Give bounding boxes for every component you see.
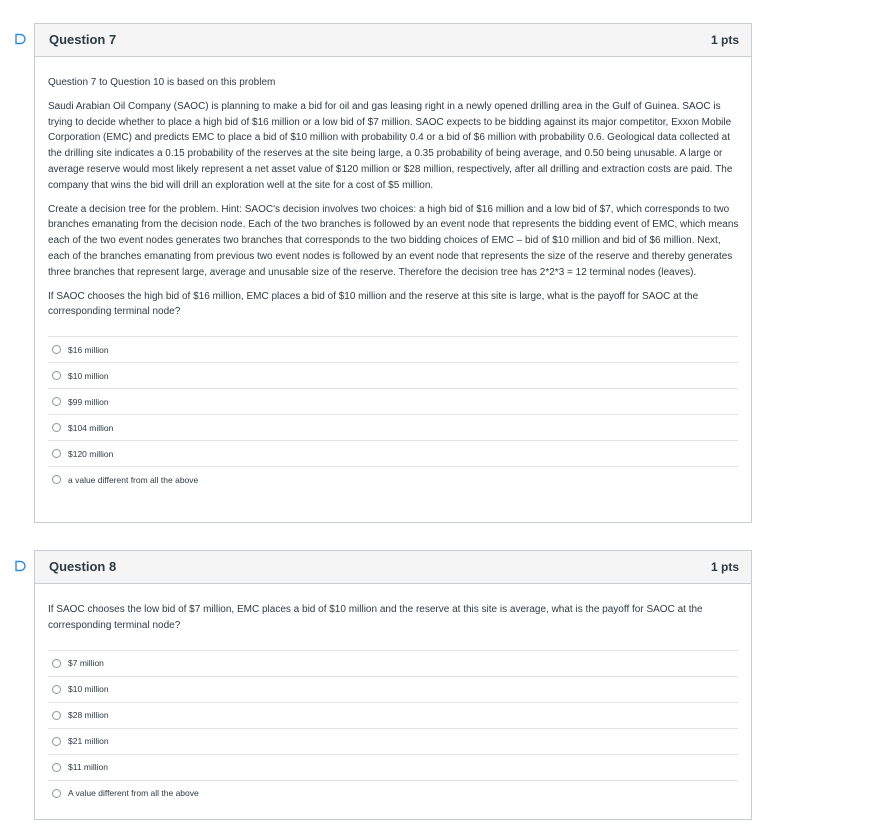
answer-label: $11 million bbox=[68, 762, 109, 773]
answer-label: $7 million bbox=[68, 658, 104, 669]
answer-option[interactable] bbox=[48, 414, 738, 440]
answer-label: $21 million bbox=[68, 736, 109, 747]
radio-button[interactable] bbox=[52, 449, 61, 458]
answer-label: A value different from all the above bbox=[68, 788, 199, 799]
question-title: Question 8 bbox=[49, 559, 117, 574]
answer-option[interactable] bbox=[48, 728, 738, 754]
question-header bbox=[35, 551, 751, 584]
answer-option[interactable] bbox=[48, 362, 738, 388]
radio-button[interactable] bbox=[52, 345, 61, 354]
question-title: Question 7 bbox=[49, 32, 117, 47]
radio-button[interactable] bbox=[52, 397, 61, 406]
radio-button[interactable] bbox=[52, 737, 61, 746]
question-body bbox=[35, 584, 751, 806]
question-body bbox=[35, 57, 751, 492]
question-7 bbox=[34, 23, 752, 523]
answer-option[interactable] bbox=[48, 676, 738, 702]
question-points: 1 pts bbox=[710, 33, 739, 47]
answer-option[interactable] bbox=[48, 780, 738, 806]
answer-option[interactable] bbox=[48, 702, 738, 728]
answer-label: $10 million bbox=[68, 370, 109, 381]
radio-button[interactable] bbox=[52, 789, 61, 798]
answer-option[interactable] bbox=[48, 754, 738, 780]
answer-option[interactable] bbox=[48, 388, 738, 414]
answer-list bbox=[48, 336, 738, 492]
decision-tree-hint: Create a decision tree for the problem. Hint: SAOC's decision involves two choices: a high bid of $16 million and a low bid of $7, which corresponds to two branches emanating from the decision node. Each of the two branches is followed by an event node that represents the bidding event of EMC, which means each of the two event nodes generates two branches that corresponds to the two bidding choices of EMC – bid of $10 million and bid of $6 million. Next, each of the branches emanating from previous two event nodes is followed by an event node that represents the size of the reserve and thereby generates three branches that represent large, average and unusable size of the reserve. Therefore the decision tree has 2*2*3 = 12 terminal nodes (leaves). bbox=[48, 203, 739, 278]
answer-label: $28 million bbox=[68, 710, 109, 721]
answer-label: a value different from all the above bbox=[68, 474, 199, 485]
answer-list bbox=[48, 650, 738, 806]
radio-button[interactable] bbox=[52, 659, 61, 668]
question-points: 1 pts bbox=[710, 560, 739, 574]
answer-option[interactable] bbox=[48, 466, 738, 492]
radio-button[interactable] bbox=[52, 371, 61, 380]
radio-button[interactable] bbox=[52, 711, 61, 720]
answer-label: $16 million bbox=[68, 344, 109, 355]
question-text bbox=[48, 57, 739, 320]
question-text bbox=[48, 584, 739, 634]
problem-description: Saudi Arabian Oil Company (SAOC) is planning to make a bid for oil and gas leasing right in a newly opened drilling area in the Gulf of Guinea. SAOC is trying to decide whether to place a high bid of $16 million or a low bid of $7 million. SAOC expects to be bidding against its major competitor, Exxon Mobile Corporation (EMC) and predicts EMC to place a bid of $10 million with probability 0.4 or a bid of $6 million with probability 0.6. Geological data collected at the drilling site indicates a 0.15 probability of the reserves at the site being large, a 0.35 probability of being average, and 0.50 being unusable. A large or average reserve would most likely represent a net asset value of $120 million or $28 million, respectively, after all drilling and extraction costs are paid. The company that wins the bid will drill an exploration well at the site for a cost of $5 million. bbox=[48, 100, 733, 191]
question-8 bbox=[34, 550, 752, 820]
flag-question-icon[interactable] bbox=[14, 33, 26, 45]
answer-label: $120 million bbox=[68, 448, 114, 459]
radio-button[interactable] bbox=[52, 475, 61, 484]
radio-button[interactable] bbox=[52, 685, 61, 694]
radio-button[interactable] bbox=[52, 763, 61, 772]
answer-option[interactable] bbox=[48, 336, 738, 362]
answer-label: $99 million bbox=[68, 396, 109, 407]
answer-option[interactable] bbox=[48, 650, 738, 676]
question-header bbox=[35, 24, 751, 57]
question-intro: Question 7 to Question 10 is based on this problem bbox=[48, 77, 276, 88]
answer-label: $10 million bbox=[68, 684, 109, 695]
flag-question-icon[interactable] bbox=[14, 560, 26, 572]
question-prompt: If SAOC chooses the high bid of $16 million, EMC places a bid of $10 million and the reserve at this site is large, what is the payoff for SAOC at the corresponding terminal node? bbox=[48, 290, 699, 318]
answer-option[interactable] bbox=[48, 440, 738, 466]
answer-label: $104 million bbox=[68, 422, 114, 433]
radio-button[interactable] bbox=[52, 423, 61, 432]
question-prompt: If SAOC chooses the low bid of $7 million, EMC places a bid of $10 million and the reserve at this site is average, what is the payoff for SAOC at the corresponding terminal node? bbox=[48, 604, 703, 631]
